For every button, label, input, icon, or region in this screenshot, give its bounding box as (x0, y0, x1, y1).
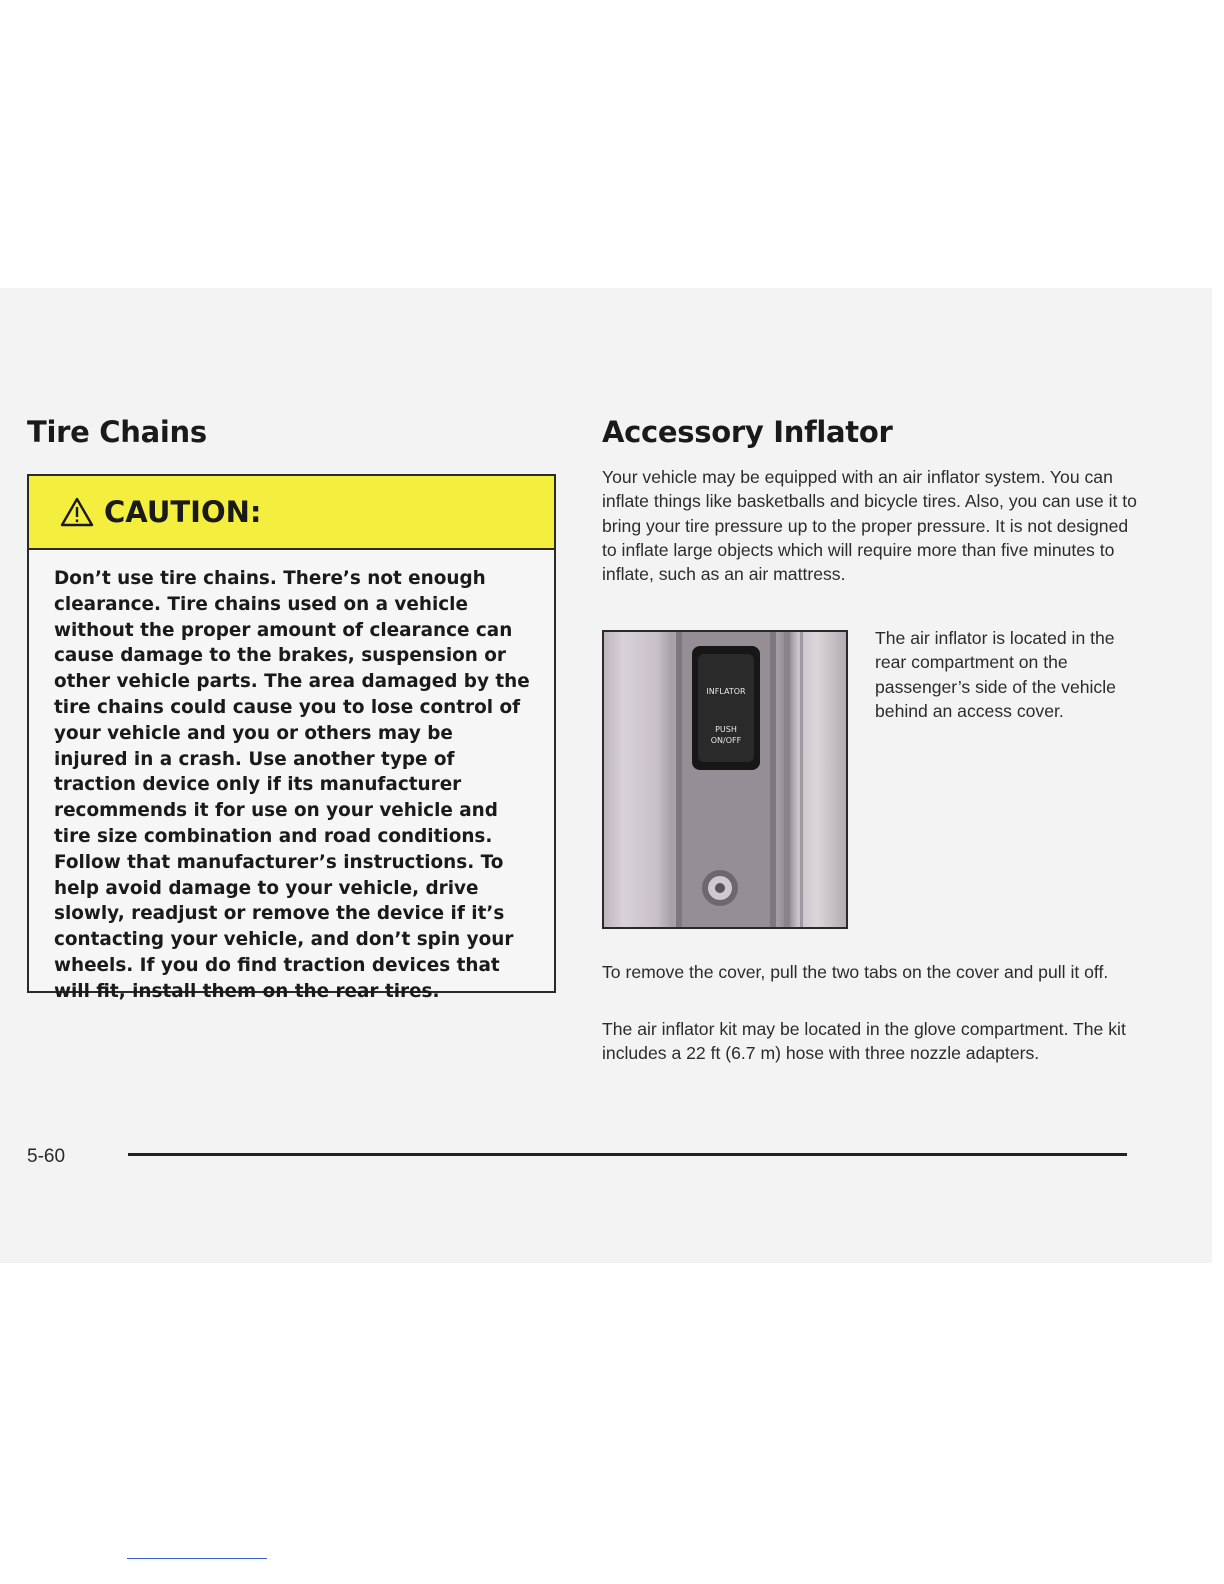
switch-push-label: PUSH (715, 725, 737, 734)
footer-rule (128, 1153, 1127, 1156)
switch-onoff-label: ON/OFF (710, 736, 742, 745)
accessory-inflator-heading: Accessory Inflator (602, 415, 893, 449)
page-number: 5-60 (27, 1146, 66, 1167)
caution-text: Don’t use tire chains. There’s not enough clearance. Tire chains used on a vehicle without the proper amount of clearance can cause damage to the brakes, suspension or other vehicle parts. The area damaged by the tire chains could cause you to lose control of your vehicle and you or others may be injured in a crash. Use another type of traction device only if its manufacturer recommends it for use on your vehicle and tire size combination and road conditions. Follow that manufacturer’s instructions. To help avoid damage to your vehicle, drive slowly, readjust or remove the device if it’s contacting your vehicle, and don’t spin your wheels. If you do find traction devices that will fit, install them on the rear tires. (54, 568, 530, 1002)
inflator-photo (602, 630, 848, 929)
tire-chains-heading: Tire Chains (27, 415, 207, 449)
inflator-kit-paragraph: The air inflator kit may be located in the glove compartment. The kit includes a 22 ft (6.7 m) hose with three nozzle adapters. (602, 1019, 1126, 1064)
switch-inflator-label: INFLATOR (706, 687, 746, 696)
caution-box (27, 474, 556, 1002)
warning-triangle-icon (60, 497, 94, 527)
caution-title: CAUTION: (104, 495, 262, 529)
inflator-intro-paragraph: Your vehicle may be equipped with an air inflator system. You can inflate things like basketballs and bicycle tires. Also, you can use it to bring your tire pressure up to the proper pressure. It is not designed to inflate large objects which will require more than five minutes to inflate, such as an air mattress. (602, 467, 1137, 585)
link-underline[interactable] (127, 1558, 267, 1559)
caution-header (29, 476, 554, 550)
remove-cover-paragraph: To remove the cover, pull the two tabs on the cover and pull it off. (602, 962, 1109, 982)
inflator-location-paragraph: The air inflator is located in the rear compartment on the passenger’s side of the vehicle behind an access cover. (875, 628, 1116, 721)
